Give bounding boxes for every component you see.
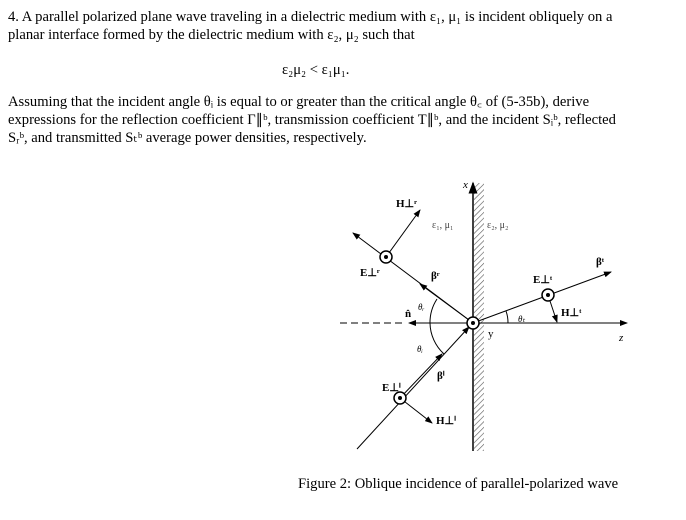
problem-line-1: 4. A parallel polarized plane wave traveling in a dielectric medium with ε₁, μ₁ is incident obliquely on a bbox=[8, 9, 613, 25]
beta-i-arrow bbox=[400, 354, 442, 398]
inequality-equation: ε₂μ₂ < ε₁μ₁. bbox=[282, 62, 350, 78]
x-axis-label: x bbox=[463, 179, 468, 191]
beta-i-label: βⁱ bbox=[437, 370, 445, 382]
h-incident-label: H⊥ⁱ bbox=[436, 415, 457, 427]
y-axis-label: y bbox=[488, 328, 494, 340]
theta-i-arc bbox=[430, 323, 444, 354]
e-reflected-label: E⊥ʳ bbox=[360, 267, 380, 279]
theta-t-label: θₜ bbox=[518, 314, 526, 324]
e-incident-label: E⊥ⁱ bbox=[382, 382, 401, 394]
figure-caption: Figure 2: Oblique incidence of parallel-polarized wave bbox=[298, 476, 619, 492]
problem-para-3: Sᵣᵇ, and transmitted Sₜᵇ average power densities, respectively. bbox=[8, 130, 367, 146]
normal-label: n̂ bbox=[405, 308, 412, 320]
beta-t-label: βᵗ bbox=[596, 256, 605, 268]
h-transmitted-label: H⊥ᵗ bbox=[561, 307, 582, 319]
medium2-label: ε₂, μ₂ bbox=[487, 220, 509, 231]
theta-r-label: θᵣ bbox=[418, 302, 425, 312]
z-axis-label: z bbox=[619, 332, 624, 344]
problem-line-2: planar interface formed by the dielectric medium with ε₂, μ₂ such that bbox=[8, 27, 415, 43]
problem-para-1: Assuming that the incident angle θᵢ is equal to or greater than the critical angle θ꜀ of (5-35b), derive bbox=[8, 94, 590, 110]
beta-r-arrow bbox=[420, 284, 473, 323]
problem-para-2: expressions for the reflection coefficient Γ∥ᵇ, transmission coefficient T∥ᵇ, and the incident Sᵢᵇ, reflected bbox=[8, 112, 616, 128]
medium1-label: ε₁, μ₁ bbox=[432, 220, 454, 231]
theta-r-arc bbox=[430, 299, 437, 323]
h-reflected-label: H⊥ʳ bbox=[396, 198, 417, 210]
e-transmitted-label: E⊥ᵗ bbox=[533, 274, 553, 286]
beta-r-label: βʳ bbox=[431, 270, 440, 282]
theta-i-label: θᵢ bbox=[417, 344, 423, 354]
theta-t-arc bbox=[506, 311, 508, 323]
incident-ray bbox=[357, 327, 469, 449]
h-reflected-arrow bbox=[386, 210, 420, 257]
